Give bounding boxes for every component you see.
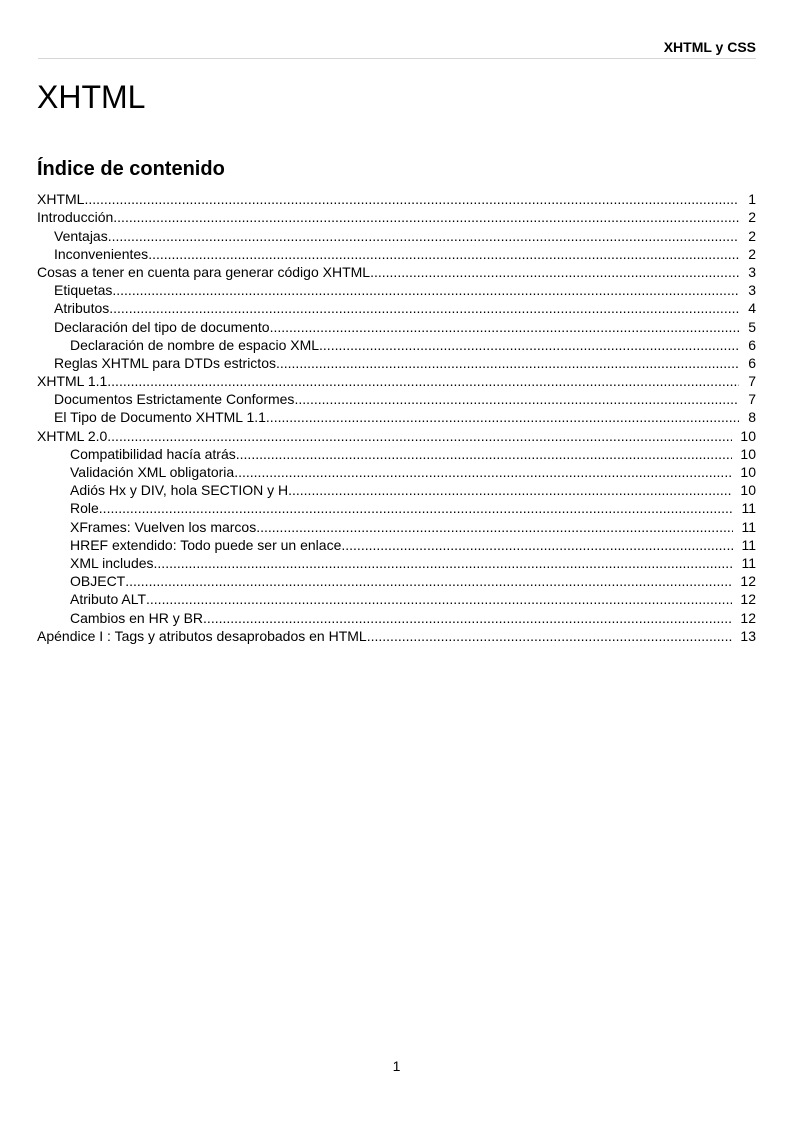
- toc-entry-page-number[interactable]: 13: [740, 627, 756, 644]
- toc-entry-title[interactable]: Introducción: [37, 209, 114, 226]
- toc-entry-title[interactable]: Declaración de nombre de espacio XML: [70, 336, 320, 353]
- toc-entry-page-number[interactable]: 8: [748, 409, 756, 426]
- toc-entry-title[interactable]: XHTML 2.0: [37, 427, 108, 444]
- toc-dot-leader: [108, 228, 739, 244]
- toc-entry-title[interactable]: El Tipo de Documento XHTML 1.1: [54, 409, 266, 426]
- toc-entry[interactable]: [37, 189, 756, 207]
- toc-dot-leader: [270, 319, 739, 335]
- toc-entry-title[interactable]: Declaración del tipo de documento: [54, 318, 270, 335]
- toc-entry-page-number[interactable]: 12: [740, 573, 756, 590]
- toc-dot-leader: [109, 300, 739, 316]
- toc-entry-title[interactable]: Adiós Hx y DIV, hola SECTION y H: [70, 482, 289, 499]
- document-title: XHTML: [37, 79, 146, 115]
- toc-entry-title[interactable]: Cosas a tener en cuenta para generar código XHTML: [37, 263, 371, 280]
- toc-entry[interactable]: [37, 589, 756, 607]
- toc-dot-leader: [107, 428, 732, 444]
- toc-entry-page-number[interactable]: 6: [748, 354, 756, 371]
- toc-dot-leader: [266, 409, 739, 425]
- toc-entry-title[interactable]: Compatibilidad hacía atrás: [70, 445, 236, 462]
- toc-entry[interactable]: [37, 262, 756, 280]
- toc-entry-page-number[interactable]: 2: [748, 245, 756, 262]
- toc-entry[interactable]: [37, 407, 756, 425]
- toc-entry[interactable]: [37, 425, 756, 443]
- toc-entry-page-number[interactable]: 3: [748, 282, 756, 299]
- toc-dot-leader: [154, 555, 734, 571]
- toc-entry[interactable]: [37, 353, 756, 371]
- toc-dot-leader: [113, 209, 739, 225]
- toc-entry[interactable]: [37, 225, 756, 243]
- running-header-text: XHTML y CSS: [663, 39, 756, 55]
- toc-entry[interactable]: [37, 335, 756, 353]
- toc-entry-title[interactable]: Atributo ALT: [70, 591, 147, 608]
- toc-dot-leader: [367, 628, 733, 644]
- toc-entry-page-number[interactable]: 10: [740, 482, 756, 499]
- table-of-contents: [37, 189, 756, 644]
- toc-entry-page-number[interactable]: 11: [741, 500, 756, 517]
- toc-entry-title[interactable]: Etiquetas: [54, 282, 113, 299]
- toc-dot-leader: [99, 500, 734, 516]
- toc-entry[interactable]: [37, 207, 756, 225]
- toc-dot-leader: [112, 282, 739, 298]
- toc-entry-title[interactable]: Inconvenientes: [54, 245, 149, 262]
- toc-entry[interactable]: [37, 389, 756, 407]
- toc-entry[interactable]: [37, 298, 756, 316]
- toc-entry-page-number[interactable]: 11: [741, 536, 756, 553]
- toc-entry[interactable]: [37, 280, 756, 298]
- toc-entry-page-number[interactable]: 2: [748, 209, 756, 226]
- toc-entry[interactable]: [37, 571, 756, 589]
- toc-entry[interactable]: [37, 316, 756, 334]
- toc-dot-leader: [294, 391, 739, 407]
- running-header: [38, 38, 756, 59]
- toc-dot-leader: [234, 464, 732, 480]
- toc-entry-title[interactable]: Cambios en HR y BR: [70, 609, 204, 626]
- toc-entry-page-number[interactable]: 12: [740, 591, 756, 608]
- toc-entry-title[interactable]: XHTML: [37, 191, 85, 208]
- toc-entry[interactable]: [37, 462, 756, 480]
- toc-entry[interactable]: [37, 535, 756, 553]
- toc-entry-title[interactable]: XHTML 1.1: [37, 373, 108, 390]
- toc-dot-leader: [148, 246, 739, 262]
- toc-entry-title[interactable]: XML includes: [70, 554, 154, 571]
- toc-entry[interactable]: [37, 626, 756, 644]
- toc-dot-leader: [341, 537, 733, 553]
- toc-dot-leader: [146, 591, 732, 607]
- toc-entry[interactable]: [37, 371, 756, 389]
- toc-entry-page-number[interactable]: 2: [748, 227, 756, 244]
- toc-entry-page-number[interactable]: 1: [748, 191, 756, 208]
- toc-entry-title[interactable]: Reglas XHTML para DTDs estrictos: [54, 354, 276, 371]
- toc-entry[interactable]: [37, 444, 756, 462]
- toc-entry-title[interactable]: OBJECT: [70, 573, 126, 590]
- toc-dot-leader: [370, 264, 739, 280]
- toc-dot-leader: [203, 610, 732, 626]
- toc-entry[interactable]: [37, 607, 756, 625]
- toc-entry-page-number[interactable]: 7: [748, 373, 756, 390]
- toc-entry-title[interactable]: HREF extendido: Todo puede ser un enlace: [70, 536, 342, 553]
- toc-entry[interactable]: [37, 480, 756, 498]
- toc-entry-title[interactable]: Apéndice I : Tags y atributos desaprobados en HTML: [37, 627, 367, 644]
- toc-dot-leader: [288, 482, 732, 498]
- page-number: 1: [392, 1058, 401, 1074]
- toc-entry-title[interactable]: XFrames: Vuelven los marcos: [70, 518, 257, 535]
- toc-dot-leader: [319, 337, 739, 353]
- toc-entry-page-number[interactable]: 5: [748, 318, 756, 335]
- toc-dot-leader: [125, 573, 732, 589]
- toc-entry-page-number[interactable]: 12: [740, 609, 756, 626]
- toc-dot-leader: [276, 355, 739, 371]
- toc-entry-title[interactable]: Role: [70, 500, 99, 517]
- toc-entry[interactable]: [37, 498, 756, 516]
- toc-entry-title[interactable]: Atributos: [54, 300, 110, 317]
- toc-entry-page-number[interactable]: 10: [740, 427, 756, 444]
- toc-dot-leader: [256, 519, 733, 535]
- toc-entry-title[interactable]: Validación XML obligatoria: [70, 464, 235, 480]
- toc-dot-leader: [84, 191, 739, 207]
- toc-entry-page-number[interactable]: 7: [748, 391, 756, 408]
- toc-entry-title[interactable]: Documentos Estrictamente Conformes: [54, 391, 295, 408]
- toc-dot-leader: [107, 373, 739, 389]
- toc-entry[interactable]: [37, 244, 756, 262]
- toc-entry-page-number[interactable]: 11: [741, 518, 756, 535]
- toc-entry-page-number[interactable]: 6: [748, 336, 756, 353]
- toc-entry-title[interactable]: Ventajas: [54, 227, 108, 244]
- toc-entry-page-number[interactable]: 4: [748, 300, 756, 317]
- toc-entry-page-number[interactable]: 11: [741, 554, 756, 571]
- toc-entry[interactable]: [37, 516, 756, 534]
- toc-entry-page-number[interactable]: 3: [748, 263, 756, 280]
- toc-entry-page-number[interactable]: 10: [740, 464, 756, 480]
- toc-entry[interactable]: [37, 553, 756, 571]
- toc-heading: Índice de contenido: [37, 158, 225, 180]
- toc-dot-leader: [236, 446, 733, 462]
- toc-entry-page-number[interactable]: 10: [740, 445, 756, 462]
